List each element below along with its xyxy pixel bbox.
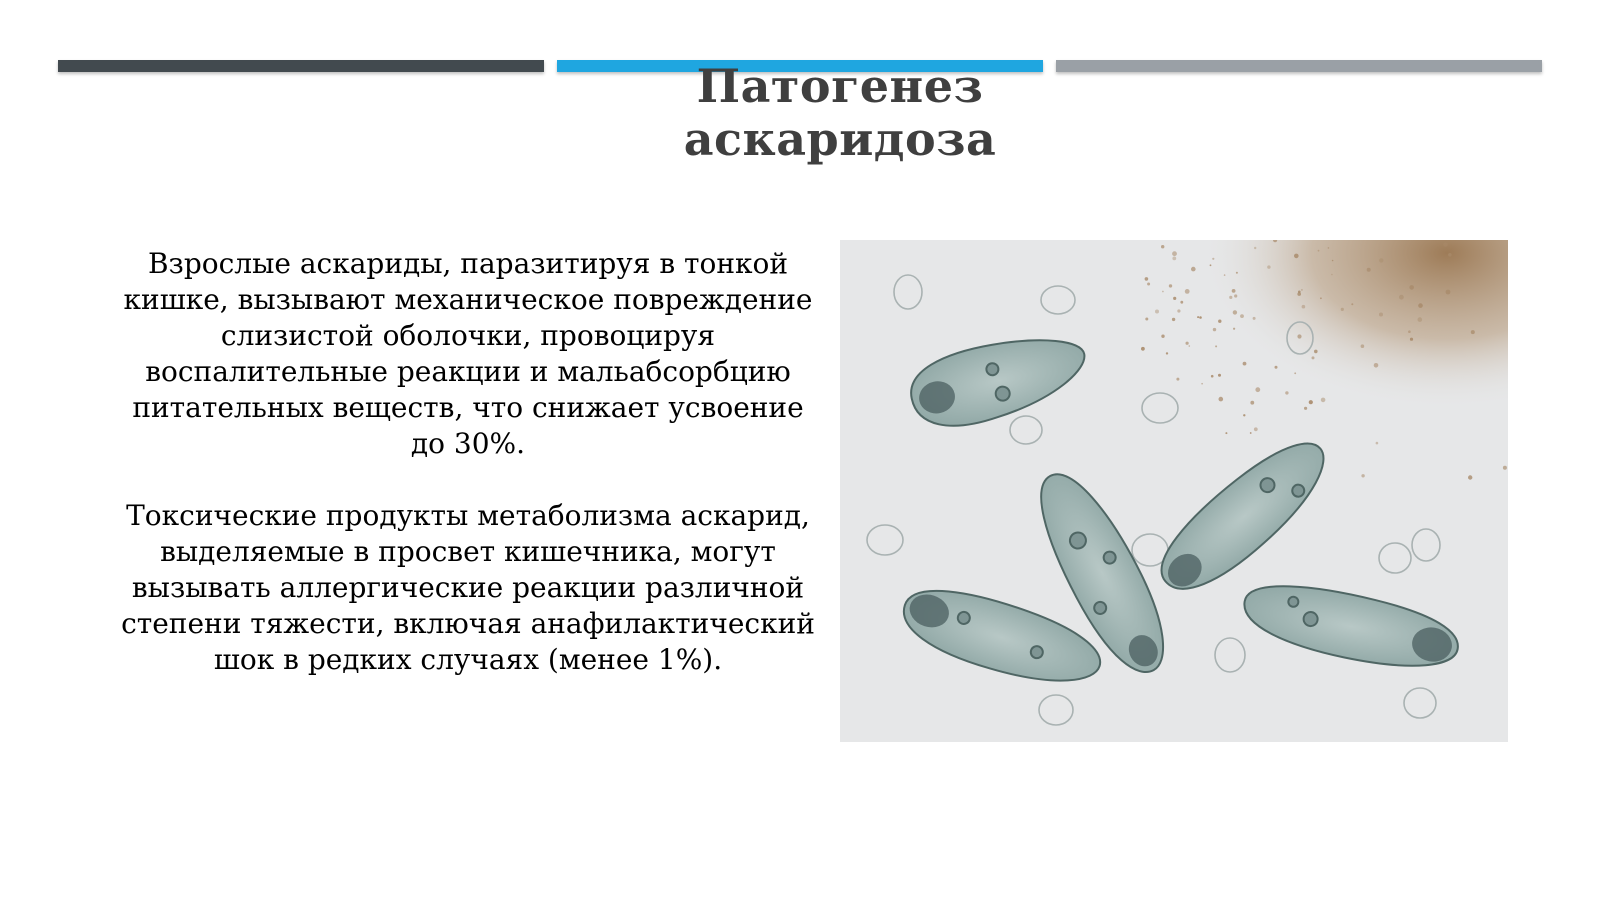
debris-speck [1318,250,1320,252]
debris-speck [1191,267,1196,272]
debris-speck [1189,345,1191,347]
debris-speck [1172,251,1177,256]
debris-speck [1331,274,1333,276]
debris-speck [1225,432,1227,434]
debris-speck [1162,291,1164,293]
debris-speck [1141,347,1145,351]
debris-speck [1408,330,1411,333]
debris-speck [1250,432,1252,434]
debris-speck [1218,374,1221,377]
debris-speck [1302,305,1306,309]
debris-speck [1215,345,1217,347]
debris-speck [1374,363,1379,368]
debris-speck [1233,310,1237,314]
debris-speck [1418,317,1423,322]
debris-speck [1211,375,1214,378]
debris-speck [1448,253,1452,257]
debris-speck [1267,265,1270,268]
debris-speck [1471,330,1475,334]
slide-title: Патогенез аскаридоза [683,59,997,166]
debris-speck [1155,310,1159,314]
microscope-image [840,240,1508,742]
debris-speck [1201,383,1203,385]
debris-speck [1236,272,1238,274]
paragraph-1: Взрослые аскариды, паразитируя в тонкой кишке, вызывают механическое повреждение слизистой оболочки, провоцируя воспалительные реакции и мальабсорбцию питательных веществ, что снижает усвоение до 30%. [123,247,813,460]
debris-speck [1399,295,1404,300]
debris-speck [1443,242,1448,247]
debris-speck [1294,254,1299,259]
debris-speck [1172,257,1176,261]
debris-speck [1376,442,1379,445]
debris-speck [1418,303,1423,308]
debris-speck [1212,258,1214,260]
debris-speck [1169,284,1172,287]
debris-speck [1304,407,1307,410]
microscope-drawing [840,240,1508,742]
debris-speck [1219,397,1224,402]
debris-speck [1218,320,1221,323]
debris-speck [1314,350,1318,354]
body-text [118,246,818,678]
debris-speck [1254,427,1258,431]
debris-speck [1199,316,1202,319]
debris-speck [1254,247,1256,249]
debris-speck [1240,314,1244,318]
debris-speck [1224,274,1226,276]
debris-speck [1309,400,1313,404]
debris-speck [1409,285,1414,290]
debris-speck [1213,328,1216,331]
paragraph-2: Токсические продукты метаболизма аскарид, выделяемые в просвет кишечника, могут вызывать аллергические реакции различной степени тяжести, включая анафилактический шок в редких случаях (менее 1%). [121,499,815,676]
debris-speck [1173,297,1176,300]
debris-speck [1379,258,1383,262]
debris-speck [1320,297,1322,299]
debris-speck [1503,466,1507,470]
debris-speck [1186,342,1189,345]
debris-speck [1255,387,1260,392]
debris-speck [1312,356,1315,359]
debris-speck [1147,283,1150,286]
debris-speck [1297,292,1301,296]
debris-speck [1161,335,1164,338]
debris-speck [1176,378,1179,381]
debris-speck [1250,401,1254,405]
debris-speck [1446,290,1451,295]
debris-speck [1301,289,1303,291]
debris-speck [1341,308,1344,311]
debris-speck [1177,309,1180,312]
debris-speck [1253,317,1256,320]
debris-speck [1166,352,1168,354]
debris-speck [1294,372,1296,374]
debris-speck [1361,344,1365,348]
debris-speck [1233,328,1235,330]
debris-speck [1410,338,1413,341]
debris-speck [1275,366,1278,369]
debris-speck [1297,334,1301,338]
debris-speck [1351,303,1353,305]
debris-speck [1285,391,1288,394]
debris-speck [1328,247,1330,249]
debris-speck [1180,301,1183,304]
debris-speck [1468,475,1472,479]
debris-speck [1321,398,1326,403]
debris-speck [1185,289,1190,294]
debris-speck [1161,245,1164,248]
debris-speck [1361,474,1364,477]
debris-speck [1332,260,1334,262]
debris-speck [1232,289,1236,293]
debris-speck [1197,316,1199,318]
debris-speck [1379,313,1383,317]
debris-speck [1229,296,1232,299]
debris-speck [1145,277,1149,281]
debris-speck [1145,318,1148,321]
debris-speck [1234,294,1237,297]
debris-speck [1243,362,1247,366]
decor-bar-left [58,60,544,72]
debris-speck [1172,318,1175,321]
debris-speck [1243,414,1245,416]
debris-speck [1367,268,1371,272]
debris-speck [1210,264,1212,266]
